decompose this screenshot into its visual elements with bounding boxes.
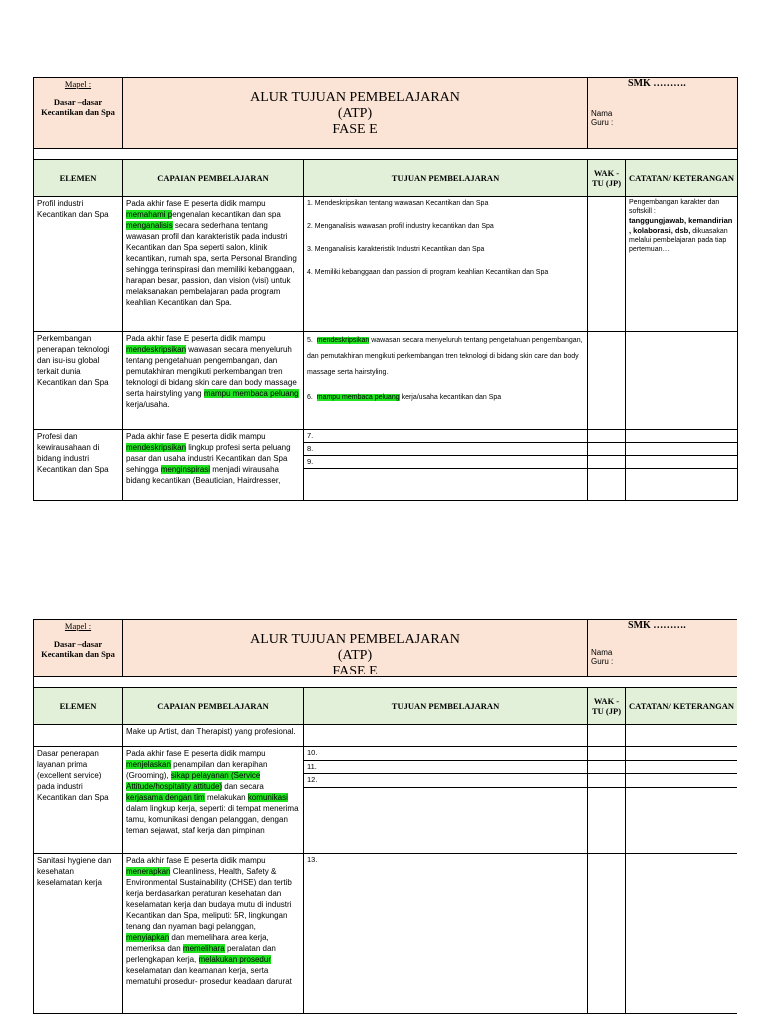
tp-item: 12. <box>304 774 588 788</box>
waktu-cell <box>588 197 626 332</box>
title-line-2: (ATP) <box>337 648 373 663</box>
waktu-cell <box>588 332 626 430</box>
mapel-cell <box>34 78 123 149</box>
highlight: menyiapkan <box>126 933 170 942</box>
highlight: melakukan prosedur <box>198 955 271 964</box>
elemen-cell: Profil industri Kecantikan dan Spa <box>34 197 123 332</box>
capaian-cell: Make up Artist, dan Therapist) yang profesional. <box>123 725 304 747</box>
table-row <box>34 747 738 761</box>
highlight: memahami p <box>126 210 173 219</box>
col-catatan: CATATAN/ KETERANGAN <box>626 160 738 197</box>
elemen-cell: Perkembangan penerapan teknologi dan isu-isu global terkait dunia Kecantikan dan Spa <box>34 332 123 430</box>
column-header-row <box>34 160 738 197</box>
highlight: komunikasi <box>247 793 288 802</box>
atp-table-page-2 <box>33 619 737 1024</box>
col-capaian: CAPAIAN PEMBELAJARAN <box>123 688 304 725</box>
capaian-cell: Pada akhir fase E peserta didik mampu mendeskripsikan wawasan secara menyeluruh tentang pengetahuan pengembangan, dan pemutakhiran mengikuti perkembangan tren teknologi di bidang skin care dan body massage serta hairstyling yang mampu membaca peluang kerja/usaha. <box>123 332 304 430</box>
table-row <box>34 430 738 443</box>
tujuan-cell <box>304 197 588 332</box>
tp-item: 11. <box>304 760 588 774</box>
mapel-value: Dasar –dasar Kecantikan dan Spa <box>41 97 115 117</box>
title-line-1: ALUR TUJUAN PEMBELAJARAN <box>250 632 460 647</box>
mapel-value: Dasar –dasar Kecantikan dan Spa <box>41 639 115 659</box>
document-title <box>123 620 588 677</box>
tp-item: 7. <box>304 430 588 443</box>
tp-item: 8. <box>304 443 588 456</box>
col-waktu: WAK - TU (JP) <box>588 688 626 725</box>
highlight: mendeskripsikan <box>126 345 187 354</box>
highlight: menganalisis <box>126 221 173 230</box>
col-catatan: CATATAN/ KETERANGAN <box>626 688 737 725</box>
tujuan-cell <box>304 332 588 430</box>
col-tujuan: TUJUAN PEMBELAJARAN <box>304 160 588 197</box>
waktu-cell <box>588 430 626 443</box>
capaian-cell: Pada akhir fase E peserta didik mampu memahami pengenalan kecantikan dan spa menganalisis secara sederhana tentang wawasan profil dan karakteristik pada industri Kecantikan dan Spa seperti salon, klinik kecantikan, rumah spa, serta Personal Branding sehingga terinspirasi dan memiliki kebanggaan, harapan besar, passion, dan vision (visi) untuk melaksanakan pembelajaran pada program keahlian Kecantikan dan Spa. <box>123 197 304 332</box>
col-tujuan: TUJUAN PEMBELAJARAN <box>304 688 588 725</box>
smk-label: SMK ………. <box>628 78 686 89</box>
highlight: mendeskripsikan <box>126 443 187 452</box>
highlight: sikap pelayanan (Service Attitude/hospitality attitude) <box>126 771 261 791</box>
title-line-2: (ATP) <box>337 106 373 121</box>
table-row <box>34 197 738 332</box>
tp-item: 6. mampu membaca peluang kerja/usaha kecantikan dan Spa <box>307 394 502 401</box>
capaian-cell: Pada akhir fase E peserta didik mampu mendeskripsikan lingkup profesi serta peluang pasar dan usaha industri Kecantikan dan Spa sehingga menginspirasi menjadi wirausaha bidang kecantikan (Beautician, Hairdresser, <box>123 430 304 501</box>
atp-table-page-1 <box>33 77 737 501</box>
col-waktu: WAK - TU (JP) <box>588 160 626 197</box>
elemen-cell: Sanitasi hygiene dan kesehatan keselamatan kerja <box>34 854 123 1014</box>
tp-item: 4. Memiliki kebanggaan dan passion di program keahlian Kecantikan dan Spa <box>307 269 549 276</box>
tp-item: 5. mendeskripsikan wawasan secara menyeluruh tentang pengetahuan pengembangan, dan pemutakhiran mengikuti perkembangan tren teknologi di bidang skin care dan body massage serta hairstyling. <box>307 337 583 376</box>
highlight: menjelaskan <box>126 760 171 769</box>
school-cell <box>588 620 737 677</box>
capaian-cell: Pada akhir fase E peserta didik mampu menjelaskan penampilan dan kerapihan (Grooming), sikap pelayanan (Service Attitude/hospitality attitude) dan secara kerjasama dengan tim melakukan komunikasi dalam lingkup kerja, seperti: di tempat menerima tamu, komunikasi dengan pelanggan, dengan teman sejawat, staf kerja dan pimpinan <box>123 747 304 854</box>
highlight: menerapkan <box>126 867 171 876</box>
highlight: memelihara <box>182 944 225 953</box>
col-capaian: CAPAIAN PEMBELAJARAN <box>123 160 304 197</box>
tp-item: 1. Mendeskripsikan tentang wawasan Kecantikan dan Spa <box>307 200 489 207</box>
elemen-cell: Profesi dan kewirausahaan di bidang industri Kecantikan dan Spa <box>34 430 123 501</box>
highlight: mampu membaca peluang <box>316 394 400 401</box>
tp-item: 2. Menganalisis wawasan profil industry kecantikan dan Spa <box>307 223 494 230</box>
table-row <box>34 854 738 1014</box>
tp-item: 13. <box>304 854 588 1014</box>
school-cell <box>588 78 738 149</box>
document-title <box>123 78 588 149</box>
column-header-row <box>34 688 738 725</box>
catatan-cell <box>626 430 738 443</box>
highlight: mampu membaca peluang <box>203 389 299 398</box>
title-line-3: FASE E <box>332 122 378 137</box>
col-elemen: ELEMEN <box>34 688 123 725</box>
tp-item: 9. <box>304 456 588 469</box>
col-elemen: ELEMEN <box>34 160 123 197</box>
catatan-cell <box>626 332 738 430</box>
tp-item: 3. Menganalisis karakteristik Industri Kecantikan dan Spa <box>307 246 485 253</box>
nama-guru-label: Nama Guru : <box>591 648 614 666</box>
table-row <box>34 332 738 430</box>
table-row <box>34 725 738 747</box>
smk-label: SMK ………. <box>628 620 686 631</box>
mapel-label: Mapel : <box>64 621 92 631</box>
highlight: menginspirasi <box>160 465 211 474</box>
title-line-3: FASE E <box>332 664 378 674</box>
mapel-label: Mapel : <box>64 79 92 89</box>
highlight: mendeskripsikan <box>316 337 370 344</box>
mapel-cell <box>34 620 123 677</box>
highlight: kerjasama dengan tim <box>126 793 205 802</box>
catatan-cell: Pengembangan karakter dan softskill : tanggungjawab, kemandirian , kolaborasi, dsb, dikuasakan melalui pembelajaran pada tiap pertemuan… <box>626 197 738 332</box>
tp-item: 10. <box>304 747 588 761</box>
nama-guru-label: Nama Guru : <box>591 109 614 127</box>
elemen-cell: Dasar penerapan layanan prima (excellent service) pada industri Kecantikan dan Spa <box>34 747 123 854</box>
capaian-cell: Pada akhir fase E peserta didik mampu menerapkan Cleanliness, Health, Safety & Environmental Sustainability (CHSE) dan tertib kerja berdasarkan peraturan kesehatan dan keselamatan kerja dan budaya mutu di industri Kecantikan dan Spa, meliputi: 5R, lingkungan tenang dan nyaman bagi pelanggan, menyiapkan dan memelihara area kerja, memeriksa dan memelihara peralatan dan perlengkapan kerja, melakukan prosedur keselamatan dan keamanan kerja, serta mematuhi prosedur- prosedur keadaan darurat <box>123 854 304 1014</box>
title-line-1: ALUR TUJUAN PEMBELAJARAN <box>250 90 460 105</box>
